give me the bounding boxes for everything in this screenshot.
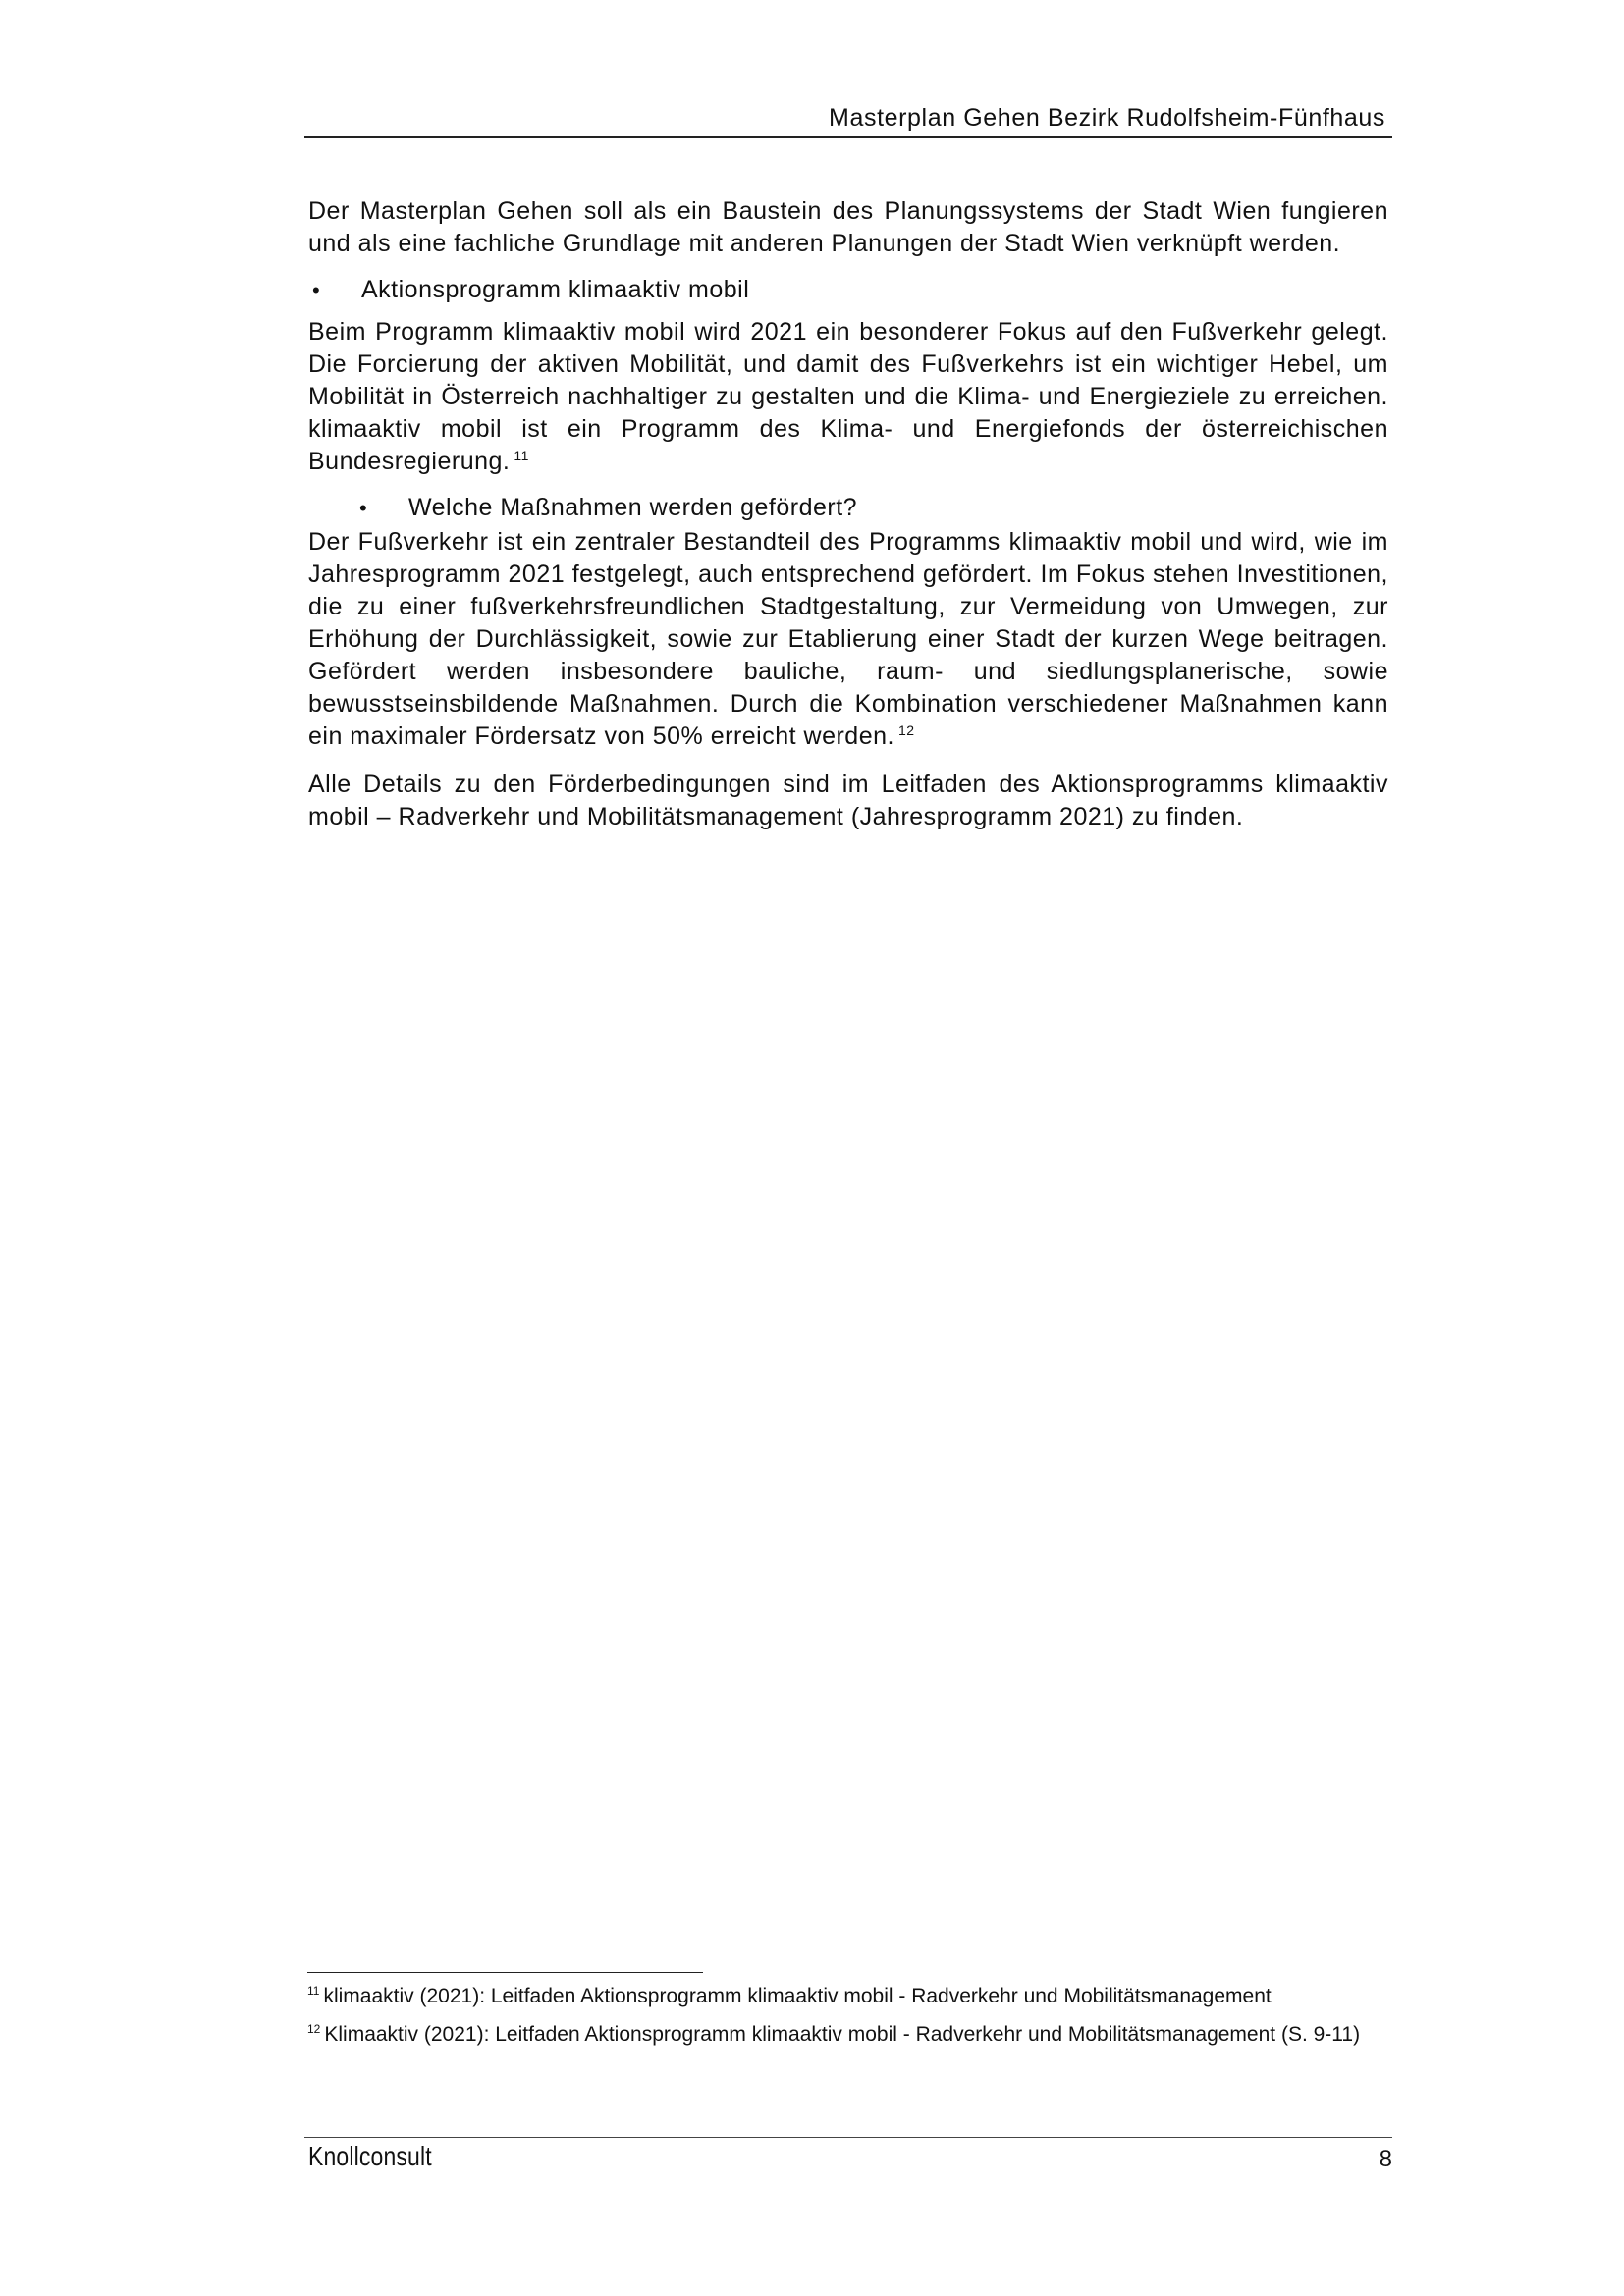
paragraph-fussverkehr-text: Der Fußverkehr ist ein zentraler Bestandteil des Programms klimaaktiv mobil und wird, wie im Jahresprogramm 2021 festgelegt, auch entsprechend gefördert. Im Fokus stehen Investitionen, die zu einer fußverkehrsfreundlichen Stadtgestaltung, zur Vermeidung von Umwegen, zur Erhöhung der Durchlässigkeit, sowie zur Etablierung einer Stadt der kurzen Wege beitragen. Gefördert werden insbesondere bauliche, raum- und siedlungsplanerische, sowie bewusstseinsbildende Maßnahmen. Durch die Kombination verschiedener Maßnahmen kann ein maximaler Fördersatz von 50% erreicht werden. <box>308 528 1388 750</box>
footnote-11 <box>307 1983 1368 2009</box>
paragraph-intro: Der Masterplan Gehen soll als ein Baustein des Planungssystems der Stadt Wien fungieren und als eine fachliche Grundlage mit anderen Planungen der Stadt Wien verknüpft werden. <box>308 197 1388 257</box>
bullet-icon: • <box>312 278 321 302</box>
header-rule <box>304 136 1392 138</box>
footnote-ref-12: 12 <box>897 721 915 738</box>
footer-company: Knollconsult <box>308 2141 432 2171</box>
paragraph-details: Alle Details zu den Förderbedingungen sind im Leitfaden des Aktionsprogramms klimaaktiv mobil – Radverkehr und Mobilitätsmanagement (Jahresprogramm 2021) zu finden. <box>308 771 1388 830</box>
footer-rule <box>304 2137 1392 2138</box>
paragraph-klimaaktiv <box>308 316 1388 478</box>
bullet-icon: • <box>359 496 368 520</box>
footnote-ref-11: 11 <box>514 447 529 463</box>
bullet-item-massnahmen <box>308 492 1388 524</box>
paragraph-fussverkehr <box>308 526 1388 753</box>
paragraph-klimaaktiv-text: Beim Programm klimaaktiv mobil wird 2021 ein besonderer Fokus auf den Fußverkehr gelegt. Die Forcierung der aktiven Mobilität, und damit des Fußverkehrs ist ein wichtiger Hebel, um Mobilität in Österreich nachhaltiger zu gestalten und die Klima- und Energieziele zu erreichen. klimaaktiv mobil ist ein Programm des Klima- und Energiefonds der österreichischen Bundesregierung. <box>308 318 1388 475</box>
footnote-number: 12 <box>307 2022 321 2036</box>
page-header-title: Masterplan Gehen Bezirk Rudolfsheim-Fünfhaus <box>829 104 1385 132</box>
footnote-text: Klimaaktiv (2021): Leitfaden Aktionsprogramm klimaaktiv mobil - Radverkehr und Mobilitätsmanagement (S. 9-11) <box>324 2023 1361 2046</box>
footnote-12 <box>307 2021 1368 2048</box>
footnote-number: 11 <box>307 1984 320 1998</box>
footnote-separator <box>307 1972 703 1973</box>
bullet-label: Welche Maßnahmen werden gefördert? <box>408 494 858 521</box>
footnotes <box>307 1983 1368 2059</box>
bullet-item-aktionsprogramm <box>308 274 1388 306</box>
footnote-text: klimaaktiv (2021): Leitfaden Aktionsprogramm klimaaktiv mobil - Radverkehr und Mobilitätsmanagement <box>323 1985 1272 2007</box>
bullet-label: Aktionsprogramm klimaaktiv mobil <box>361 276 750 303</box>
page-number: 8 <box>1379 2146 1392 2172</box>
main-content <box>308 195 1388 833</box>
